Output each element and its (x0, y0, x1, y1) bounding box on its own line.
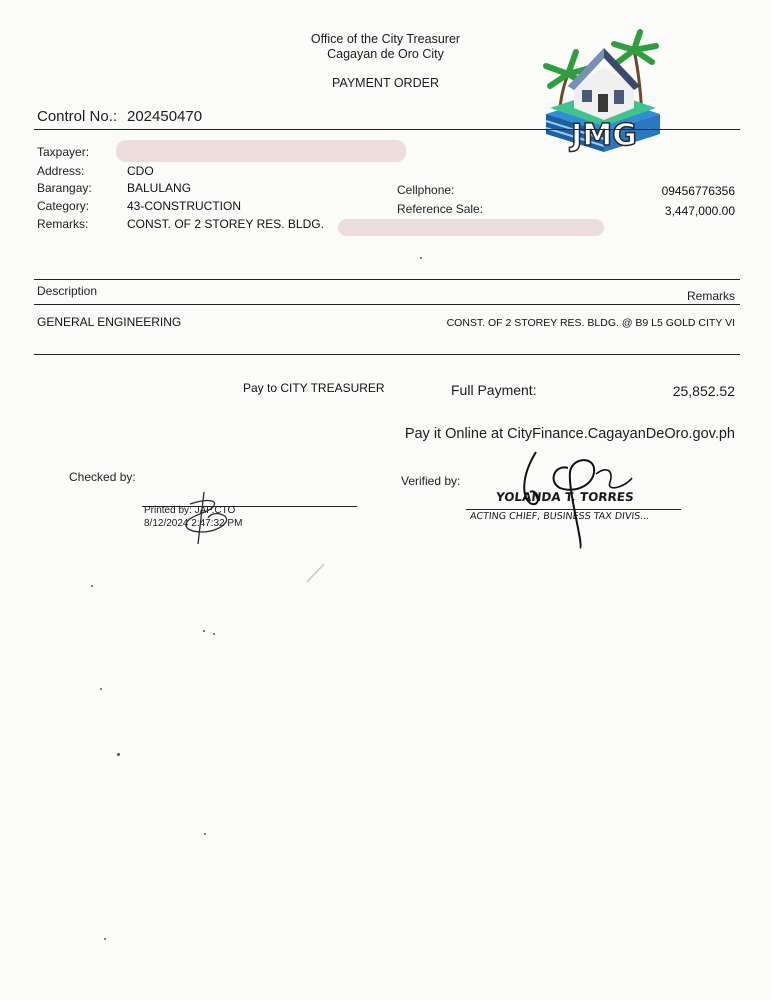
logo-text: JMG (571, 118, 637, 153)
speck (117, 753, 120, 756)
control-number-value: 202450470 (127, 108, 203, 125)
barangay-label: Barangay: (37, 181, 92, 195)
printed-by: Printed by: JAP.CTO (144, 505, 236, 516)
taxpayer-label: Taxpayer: (37, 145, 90, 159)
row-description: GENERAL ENGINEERING (37, 315, 182, 329)
table-bottom-line (34, 354, 740, 355)
cellphone-value: 09456776356 (661, 184, 735, 198)
address-label: Address: (37, 164, 85, 178)
speck (204, 833, 206, 835)
category-value: 43-CONSTRUCTION (127, 199, 242, 213)
house-logo-icon (538, 28, 668, 158)
divider-top (34, 129, 740, 130)
speck (420, 257, 422, 259)
reference-sale-value: 3,447,000.00 (664, 204, 735, 218)
speck (100, 688, 102, 690)
cellphone-label: Cellphone: (397, 183, 455, 197)
control-number-label: Control No.: (37, 108, 118, 125)
address-value: CDO (127, 164, 154, 178)
remarks-value: CONST. OF 2 STOREY RES. BLDG. (127, 217, 324, 231)
table-header-line (34, 304, 740, 305)
verifier-title: ACTING CHIEF, BUSINESS TAX DIVIS... (469, 511, 650, 522)
initials-signature (168, 488, 248, 548)
row-remarks: CONST. OF 2 STOREY RES. BLDG. @ B9 L5 GOLD CITY VI (446, 317, 735, 329)
pay-online-text: Pay it Online at CityFinance.CagayanDeOro.gov.ph (404, 426, 735, 442)
table-top-line (34, 279, 740, 280)
office-name: Office of the City Treasurer (310, 32, 461, 46)
pay-to: Pay to CITY TREASURER (243, 381, 385, 395)
category-label: Category: (37, 199, 90, 213)
full-payment-label: Full Payment: (451, 382, 537, 398)
city-name: Cagayan de Oro City (327, 47, 444, 61)
taxpayer-redaction (116, 140, 406, 162)
speck (91, 585, 93, 587)
remarks-header: Remarks (686, 289, 735, 303)
document-title: PAYMENT ORDER (332, 76, 439, 90)
pencil-mark (304, 560, 326, 584)
barangay-value: BALULANG (127, 181, 192, 195)
remarks-label: Remarks: (37, 217, 89, 231)
checked-by-label: Checked by: (69, 470, 136, 484)
handwritten-signature (510, 448, 650, 552)
reference-sale-label: Reference Sale: (397, 202, 484, 216)
full-payment-value: 25,852.52 (672, 383, 735, 399)
remarks-redaction (338, 219, 604, 236)
printed-at: 8/12/2024 2:47:32 PM (144, 518, 243, 529)
description-header: Description (37, 284, 98, 298)
verifier-name: YOLANDA T. TORRES (495, 490, 635, 504)
verified-by-label: Verified by: (401, 474, 461, 488)
speck (104, 938, 106, 940)
speck (213, 633, 215, 635)
speck (203, 630, 205, 632)
